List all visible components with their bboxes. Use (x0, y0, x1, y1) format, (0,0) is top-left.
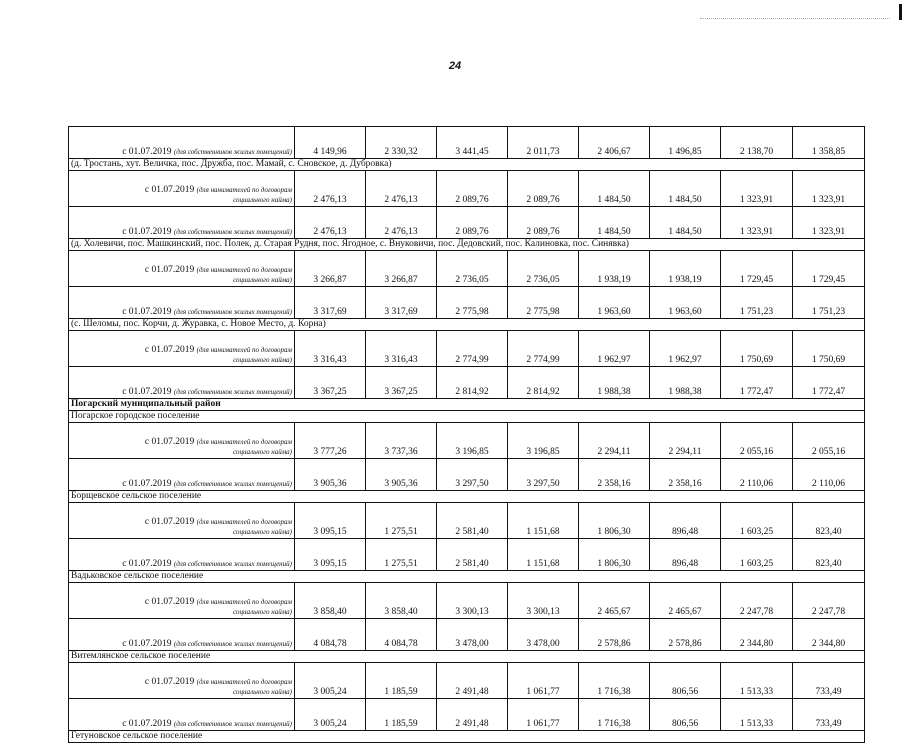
value-cell: 1 323,91 (721, 207, 793, 239)
table-row (69, 331, 865, 367)
value-cell: 3 297,50 (437, 459, 508, 491)
value-cell: 1 513,33 (721, 699, 793, 731)
value-cell: 2 491,48 (437, 699, 508, 731)
table-row (69, 251, 865, 287)
row-label (69, 459, 295, 491)
table-row (69, 171, 865, 207)
section-title: Погарский муниципальный район (69, 399, 865, 411)
value-cell: 2 358,16 (579, 459, 650, 491)
value-cell: 2 775,98 (508, 287, 579, 319)
row-label (69, 539, 295, 571)
row-date: с 01.07.2019 (144, 437, 195, 447)
value-cell: 3 095,15 (295, 503, 366, 539)
value-cell: 2 465,67 (650, 583, 721, 619)
row-note: (для собственников жилых помещений) (173, 480, 292, 488)
row-note: (для нанимателей по договорам (196, 346, 292, 354)
section-title: Витемлянское сельское поселение (69, 651, 865, 663)
row-label (69, 171, 295, 207)
value-cell: 3 300,13 (508, 583, 579, 619)
row-date: с 01.07.2019 (122, 639, 172, 649)
row-date: с 01.07.2019 (144, 597, 195, 607)
value-cell: 1 603,25 (721, 539, 793, 571)
value-cell: 3 367,25 (295, 367, 366, 399)
row-date: с 01.07.2019 (122, 307, 172, 317)
row-note-line2: социального найма) (233, 528, 292, 536)
value-cell: 3 905,36 (366, 459, 437, 491)
value-cell: 2 491,48 (437, 663, 508, 699)
value-cell: 806,56 (650, 663, 721, 699)
value-cell: 2 330,32 (366, 127, 437, 159)
value-cell: 806,56 (650, 699, 721, 731)
row-note: (для нанимателей по договорам (196, 438, 292, 446)
table-row (69, 459, 865, 491)
value-cell: 3 367,25 (366, 367, 437, 399)
value-cell: 2 774,99 (437, 331, 508, 367)
value-cell: 1 323,91 (793, 171, 865, 207)
section-title: (д. Тростань, хут. Величка, пос. Дружба, пос. Мамай, с. Сновское, д. Дубровка) (69, 159, 865, 171)
value-cell: 2 138,70 (721, 127, 793, 159)
table-row (69, 127, 865, 159)
section-row (69, 319, 865, 331)
row-note: (для нанимателей по договорам (196, 518, 292, 526)
value-cell: 1 603,25 (721, 503, 793, 539)
value-cell: 4 084,78 (366, 619, 437, 651)
section-title: (с. Шеломы, пос. Корчи, д. Журавка, с. Новое Место, д. Корна) (69, 319, 865, 331)
row-note-line2: социального найма) (233, 448, 292, 456)
value-cell: 1 806,30 (579, 539, 650, 571)
row-note: (для собственников жилых помещений) (173, 560, 292, 568)
value-cell: 2 089,76 (437, 171, 508, 207)
row-date: с 01.07.2019 (122, 227, 172, 237)
row-label (69, 367, 295, 399)
value-cell: 1 806,30 (579, 503, 650, 539)
value-cell: 2 814,92 (508, 367, 579, 399)
value-cell: 2 294,11 (650, 423, 721, 459)
value-cell: 3 858,40 (366, 583, 437, 619)
value-cell: 2 294,11 (579, 423, 650, 459)
value-cell: 2 775,98 (437, 287, 508, 319)
value-cell: 896,48 (650, 539, 721, 571)
value-cell: 2 089,76 (508, 207, 579, 239)
value-cell: 1 484,50 (650, 171, 721, 207)
value-cell: 2 247,78 (793, 583, 865, 619)
value-cell: 3 300,13 (437, 583, 508, 619)
row-label (69, 287, 295, 319)
row-note: (для собственников жилых помещений) (173, 720, 292, 728)
value-cell: 3 316,43 (366, 331, 437, 367)
value-cell: 2 344,80 (793, 619, 865, 651)
value-cell: 1 513,33 (721, 663, 793, 699)
value-cell: 2 578,86 (579, 619, 650, 651)
value-cell: 1 988,38 (650, 367, 721, 399)
value-cell: 2 736,05 (508, 251, 579, 287)
table-row (69, 663, 865, 699)
row-date: с 01.07.2019 (122, 147, 172, 157)
value-cell: 3 478,00 (508, 619, 579, 651)
corner-mark (899, 4, 902, 20)
value-cell: 3 777,26 (295, 423, 366, 459)
value-cell: 2 476,13 (295, 171, 366, 207)
value-cell: 3 005,24 (295, 663, 366, 699)
table-row (69, 287, 865, 319)
row-label (69, 127, 295, 159)
value-cell: 1 185,59 (366, 663, 437, 699)
value-cell: 733,49 (793, 699, 865, 731)
section-title: (д. Холевичи, пос. Машкинский, пос. Полек, д. Старая Рудня, пос. Ягодное, с. Внуковичи, пос. Дедовский, пос. Калиновка, пос. Синявка) (69, 239, 865, 251)
section-row (69, 159, 865, 171)
value-cell: 3 478,00 (437, 619, 508, 651)
value-cell: 1 275,51 (366, 503, 437, 539)
value-cell: 1 729,45 (721, 251, 793, 287)
value-cell: 1 750,69 (793, 331, 865, 367)
value-cell: 1 772,47 (793, 367, 865, 399)
value-cell: 2 247,78 (721, 583, 793, 619)
row-note: (для собственников жилых помещений) (173, 228, 292, 236)
value-cell: 2 581,40 (437, 503, 508, 539)
value-cell: 823,40 (793, 539, 865, 571)
value-cell: 2 578,86 (650, 619, 721, 651)
value-cell: 3 737,36 (366, 423, 437, 459)
value-cell: 1 938,19 (579, 251, 650, 287)
row-label (69, 663, 295, 699)
value-cell: 2 055,16 (721, 423, 793, 459)
value-cell: 2 089,76 (437, 207, 508, 239)
row-label (69, 251, 295, 287)
row-note: (для собственников жилых помещений) (173, 388, 292, 396)
value-cell: 2 055,16 (793, 423, 865, 459)
value-cell: 1 061,77 (508, 699, 579, 731)
value-cell: 2 581,40 (437, 539, 508, 571)
row-note: (для нанимателей по договорам (196, 186, 292, 194)
value-cell: 3 858,40 (295, 583, 366, 619)
value-cell: 3 266,87 (366, 251, 437, 287)
section-row (69, 239, 865, 251)
value-cell: 2 476,13 (366, 207, 437, 239)
value-cell: 1 772,47 (721, 367, 793, 399)
tariff-table (68, 126, 865, 743)
value-cell: 1 751,23 (721, 287, 793, 319)
value-cell: 1 750,69 (721, 331, 793, 367)
value-cell: 3 095,15 (295, 539, 366, 571)
value-cell: 733,49 (793, 663, 865, 699)
table-row (69, 619, 865, 651)
scan-dots (700, 18, 890, 20)
value-cell: 3 266,87 (295, 251, 366, 287)
value-cell: 2 089,76 (508, 171, 579, 207)
row-label (69, 619, 295, 651)
section-title: Борщевское сельское поселение (69, 491, 865, 503)
section-title: Гетуновское сельское поселение (69, 731, 865, 743)
row-label (69, 423, 295, 459)
value-cell: 1 151,68 (508, 539, 579, 571)
value-cell: 2 344,80 (721, 619, 793, 651)
row-label (69, 503, 295, 539)
value-cell: 1 988,38 (579, 367, 650, 399)
value-cell: 1 358,85 (793, 127, 865, 159)
value-cell: 1 151,68 (508, 503, 579, 539)
section-row (69, 491, 865, 503)
value-cell: 2 814,92 (437, 367, 508, 399)
value-cell: 1 484,50 (579, 207, 650, 239)
table-row (69, 207, 865, 239)
section-row (69, 411, 865, 423)
row-note-line2: социального найма) (233, 276, 292, 284)
value-cell: 3 317,69 (295, 287, 366, 319)
value-cell: 1 484,50 (579, 171, 650, 207)
tariff-table-body (69, 127, 865, 743)
value-cell: 2 476,13 (295, 207, 366, 239)
row-note-line2: социального найма) (233, 196, 292, 204)
value-cell: 4 149,96 (295, 127, 366, 159)
row-note: (для собственников жилых помещений) (173, 308, 292, 316)
value-cell: 1 716,38 (579, 663, 650, 699)
value-cell: 1 484,50 (650, 207, 721, 239)
value-cell: 896,48 (650, 503, 721, 539)
row-date: с 01.07.2019 (144, 517, 195, 527)
value-cell: 3 905,36 (295, 459, 366, 491)
row-note-line2: социального найма) (233, 356, 292, 364)
value-cell: 3 005,24 (295, 699, 366, 731)
value-cell: 1 963,60 (650, 287, 721, 319)
value-cell: 2 358,16 (650, 459, 721, 491)
page-number: 24 (448, 60, 462, 72)
row-label (69, 207, 295, 239)
value-cell: 1 716,38 (579, 699, 650, 731)
value-cell: 2 465,67 (579, 583, 650, 619)
row-note: (для нанимателей по договорам (196, 678, 292, 686)
section-title: Погарское городское поселение (69, 411, 865, 423)
value-cell: 4 084,78 (295, 619, 366, 651)
table-row (69, 539, 865, 571)
value-cell: 2 406,67 (579, 127, 650, 159)
table-row (69, 699, 865, 731)
value-cell: 3 317,69 (366, 287, 437, 319)
table-row (69, 423, 865, 459)
value-cell: 1 751,23 (793, 287, 865, 319)
row-date: с 01.07.2019 (122, 719, 172, 729)
section-row (69, 731, 865, 743)
row-date: с 01.07.2019 (144, 345, 195, 355)
row-date: с 01.07.2019 (122, 559, 172, 569)
value-cell: 2 011,73 (508, 127, 579, 159)
section-row (69, 651, 865, 663)
row-label (69, 583, 295, 619)
row-note: (для собственников жилых помещений) (173, 640, 292, 648)
value-cell: 2 110,06 (793, 459, 865, 491)
section-row (69, 571, 865, 583)
row-note-line2: социального найма) (233, 688, 292, 696)
value-cell: 3 196,85 (508, 423, 579, 459)
value-cell: 1 323,91 (721, 171, 793, 207)
section-row (69, 399, 865, 411)
section-title: Вадьковское сельское поселение (69, 571, 865, 583)
value-cell: 3 196,85 (437, 423, 508, 459)
value-cell: 1 729,45 (793, 251, 865, 287)
row-date: с 01.07.2019 (144, 265, 195, 275)
value-cell: 2 476,13 (366, 171, 437, 207)
value-cell: 1 323,91 (793, 207, 865, 239)
value-cell: 1 962,97 (579, 331, 650, 367)
row-label (69, 331, 295, 367)
row-note: (для собственников жилых помещений) (173, 148, 292, 156)
value-cell: 1 185,59 (366, 699, 437, 731)
row-note-line2: социального найма) (233, 608, 292, 616)
value-cell: 3 297,50 (508, 459, 579, 491)
value-cell: 1 963,60 (579, 287, 650, 319)
value-cell: 823,40 (793, 503, 865, 539)
value-cell: 2 736,05 (437, 251, 508, 287)
value-cell: 2 110,06 (721, 459, 793, 491)
value-cell: 1 275,51 (366, 539, 437, 571)
value-cell: 1 938,19 (650, 251, 721, 287)
row-date: с 01.07.2019 (144, 185, 195, 195)
row-note: (для нанимателей по договорам (196, 598, 292, 606)
value-cell: 3 441,45 (437, 127, 508, 159)
value-cell: 1 962,97 (650, 331, 721, 367)
value-cell: 1 496,85 (650, 127, 721, 159)
row-date: с 01.07.2019 (122, 479, 172, 489)
table-row (69, 503, 865, 539)
row-date: с 01.07.2019 (144, 677, 195, 687)
value-cell: 3 316,43 (295, 331, 366, 367)
row-note: (для нанимателей по договорам (196, 266, 292, 274)
table-row (69, 583, 865, 619)
value-cell: 2 774,99 (508, 331, 579, 367)
row-date: с 01.07.2019 (122, 387, 172, 397)
value-cell: 1 061,77 (508, 663, 579, 699)
table-row (69, 367, 865, 399)
row-label (69, 699, 295, 731)
